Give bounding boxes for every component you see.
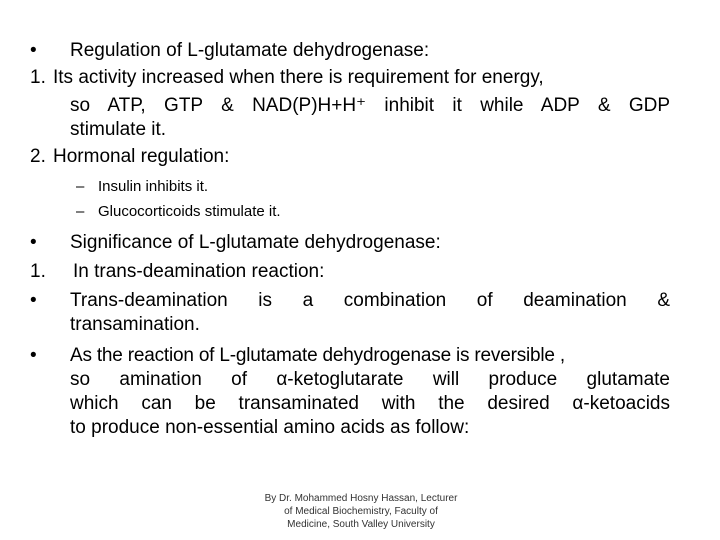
dash-marker: – <box>76 203 85 220</box>
item-combination-line2: transamination. <box>70 314 200 335</box>
number-marker: 1. <box>30 261 46 282</box>
item-activity-line1: Its activity increased when there is requirement for energy, <box>53 67 544 88</box>
item-hormonal-regulation: Hormonal regulation: <box>53 146 230 167</box>
numbered-text: In trans-deamination reaction: <box>73 261 325 282</box>
item-reversible-line1: As the reaction of L-glutamate dehydrogenase is reversible , <box>70 345 565 366</box>
sub-item-text: Glucocorticoids stimulate it. <box>98 203 281 220</box>
item-reversible-line3: which can be transaminated with the desired α-ketoacids <box>70 393 670 414</box>
bullet-marker: • <box>30 345 37 366</box>
bullet-marker: • <box>30 290 37 311</box>
number-marker: 2. <box>30 146 46 167</box>
footer-line-2: of Medical Biochemistry, Faculty of <box>284 506 438 517</box>
bullet-text: Significance of L-glutamate dehydrogenase: <box>70 232 441 253</box>
item-activity-line3: stimulate it. <box>70 119 167 140</box>
sub-item-text: Insulin inhibits it. <box>98 178 209 195</box>
slide-footer <box>236 492 486 531</box>
bullet-text: Regulation of L-glutamate dehydrogenase: <box>70 40 430 61</box>
item-reversible-line4: to produce non-essential amino acids as follow: <box>70 417 470 438</box>
item-activity-line2: so ATP, GTP & NAD(P)H+H⁺ inhibit it while ADP & GDP <box>70 95 670 116</box>
item-combination-line1: Trans-deamination is a combination of deamination & <box>70 290 670 311</box>
number-marker: 1. <box>30 67 46 88</box>
footer-line-3: Medicine, South Valley University <box>287 519 435 530</box>
dash-marker: – <box>76 178 85 195</box>
footer-line-1: By Dr. Mohammed Hosny Hassan, Lecturer <box>264 493 458 504</box>
bullet-marker: • <box>30 232 37 253</box>
bullet-marker: • <box>30 40 37 61</box>
item-reversible-line2: so amination of α-ketoglutarate will produce glutamate <box>70 369 670 390</box>
